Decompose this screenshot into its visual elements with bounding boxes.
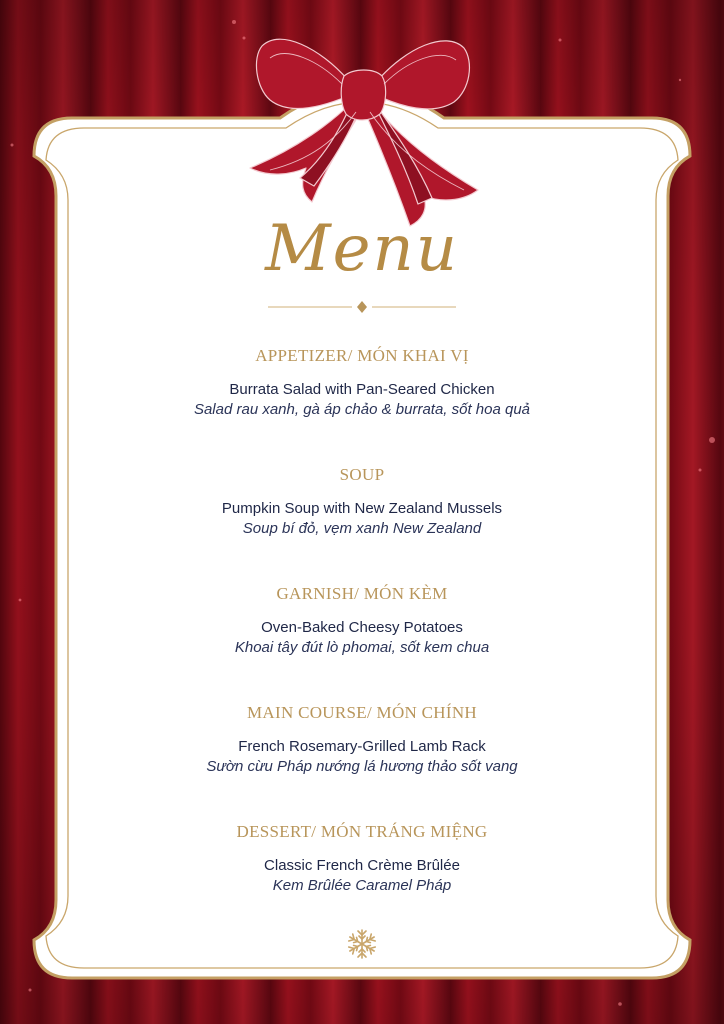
menu-title: Menu — [265, 212, 459, 286]
dish-name-vietnamese: Kem Brûlée Caramel Pháp — [272, 877, 452, 894]
section-heading: APPETIZER/ MÓN KHAI VỊ — [255, 346, 469, 365]
dish-name-english: French Rosemary-Grilled Lamb Rack — [238, 738, 486, 755]
ribbon-bow-icon — [240, 18, 485, 233]
section-heading: SOUP — [339, 465, 385, 484]
section-heading: DESSERT/ MÓN TRÁNG MIỆNG — [236, 822, 488, 841]
menu-section-main-course — [60, 703, 664, 775]
dish-name-english: Classic French Crème Brûlée — [264, 857, 460, 874]
dish-name-vietnamese: Khoai tây đút lò phomai, sốt kem chua — [234, 639, 490, 656]
snowflake-icon — [346, 926, 378, 962]
dish-name-vietnamese: Sườn cừu Pháp nướng lá hương thảo sốt vang — [206, 758, 518, 775]
dish-name-english: Burrata Salad with Pan-Seared Chicken — [229, 381, 495, 398]
section-heading: MAIN COURSE/ MÓN CHÍNH — [247, 703, 477, 722]
dish-name-english: Oven-Baked Cheesy Potatoes — [261, 619, 463, 636]
section-heading: GARNISH/ MÓN KÈM — [276, 584, 448, 603]
menu-section-appetizer — [60, 346, 664, 418]
dish-name-english: Pumpkin Soup with New Zealand Mussels — [221, 500, 503, 517]
diamond-divider-icon — [268, 300, 456, 314]
dish-name-vietnamese: Salad rau xanh, gà áp chảo & burrata, sốt hoa quả — [193, 401, 531, 418]
menu-section-soup — [60, 465, 664, 537]
menu-section-garnish — [60, 584, 664, 656]
dish-name-vietnamese: Soup bí đỏ, vẹm xanh New Zealand — [242, 520, 482, 537]
menu-section-dessert — [60, 822, 664, 894]
